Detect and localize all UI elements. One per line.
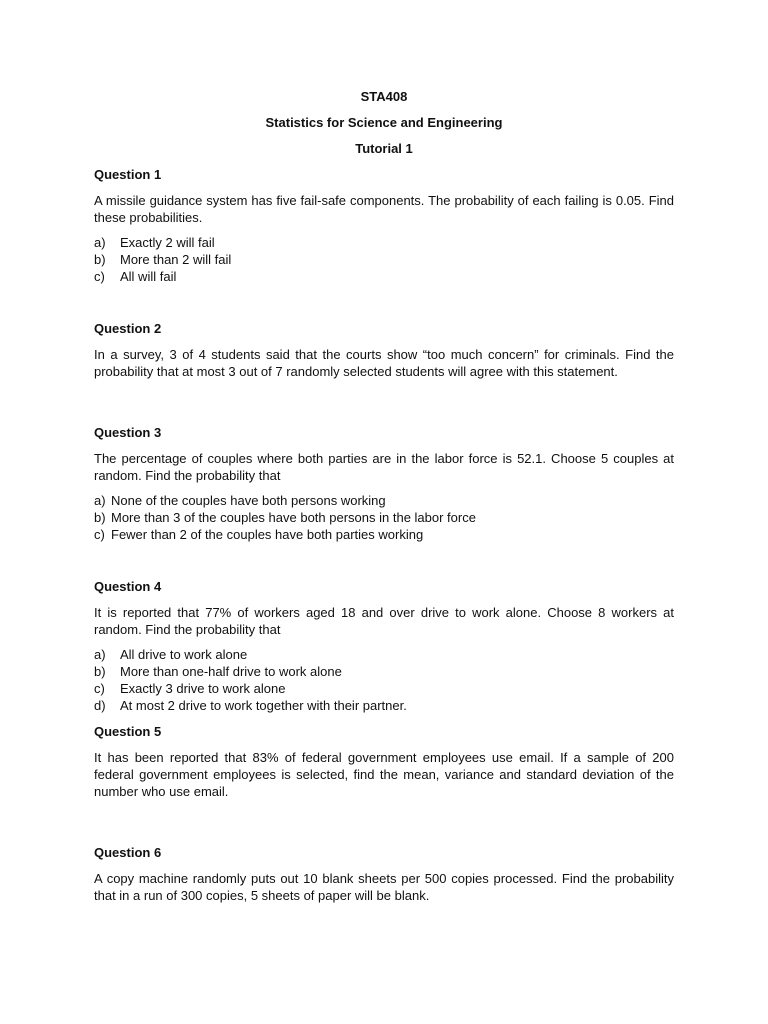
item-text: More than 3 of the couples have both persons in the labor force	[111, 510, 476, 525]
item-label: b)	[94, 664, 106, 679]
question-text: A missile guidance system has five fail-safe components. The probability of each failing is 0.05. Find these probabilities.	[94, 193, 674, 225]
question-title: Question 1	[94, 167, 162, 182]
question-title: Question 4	[94, 579, 162, 594]
question-6	[94, 844, 674, 904]
item-text: At most 2 drive to work together with their partner.	[120, 698, 407, 713]
list-item	[94, 646, 674, 663]
item-text: None of the couples have both persons working	[111, 493, 386, 508]
question-text: The percentage of couples where both parties are in the labor force is 52.1. Choose 5 couples at random. Find the probability that	[94, 451, 674, 483]
question-items	[94, 492, 674, 543]
item-label: d)	[94, 698, 106, 713]
question-title: Question 6	[94, 845, 162, 860]
item-label: b)	[94, 252, 106, 267]
list-item	[94, 234, 674, 251]
list-item	[94, 680, 674, 697]
item-text: Fewer than 2 of the couples have both parties working	[111, 527, 424, 542]
question-text: A copy machine randomly puts out 10 blank sheets per 500 copies processed. Find the probability that in a run of 300 copies, 5 sheets of paper will be blank.	[94, 871, 674, 903]
tutorial-document	[94, 88, 674, 912]
item-label: a)	[94, 235, 106, 250]
tutorial-title: Tutorial 1	[355, 141, 413, 156]
question-text: It has been reported that 83% of federal government employees use email. If a sample of 200 federal government employees is selected, find the mean, variance and standard deviation of the number who use email.	[94, 750, 674, 799]
list-item	[94, 268, 674, 285]
question-items	[94, 646, 674, 714]
question-2	[94, 320, 674, 380]
list-item	[94, 492, 674, 509]
course-code: STA408	[360, 89, 408, 104]
course-title: Statistics for Science and Engineering	[265, 115, 503, 130]
list-item	[94, 663, 674, 680]
list-item	[94, 526, 674, 543]
question-title: Question 3	[94, 425, 162, 440]
question-title: Question 5	[94, 724, 162, 739]
question-5	[94, 723, 674, 800]
item-text: All drive to work alone	[120, 647, 248, 662]
item-text: More than one-half drive to work alone	[120, 664, 342, 679]
question-text: It is reported that 77% of workers aged 18 and over drive to work alone. Choose 8 workers at random. Find the probability that	[94, 605, 674, 637]
item-label: c)	[94, 681, 105, 696]
list-item	[94, 251, 674, 268]
item-text: All will fail	[120, 269, 177, 284]
item-label: b)	[94, 510, 106, 525]
item-label: c)	[94, 269, 105, 284]
item-text: Exactly 2 will fail	[120, 235, 215, 250]
item-label: a)	[94, 647, 106, 662]
question-3	[94, 424, 674, 543]
question-title: Question 2	[94, 321, 162, 336]
question-1	[94, 166, 674, 285]
list-item	[94, 697, 674, 714]
list-item	[94, 509, 674, 526]
question-4	[94, 578, 674, 714]
question-items	[94, 234, 674, 285]
question-text: In a survey, 3 of 4 students said that the courts show “too much concern” for criminals. Find the probability that at most 3 out of 7 randomly selected students will agree with this statement.	[94, 347, 674, 379]
item-text: More than 2 will fail	[120, 252, 232, 267]
item-label: c)	[94, 527, 105, 542]
item-label: a)	[94, 493, 106, 508]
item-text: Exactly 3 drive to work alone	[120, 681, 286, 696]
